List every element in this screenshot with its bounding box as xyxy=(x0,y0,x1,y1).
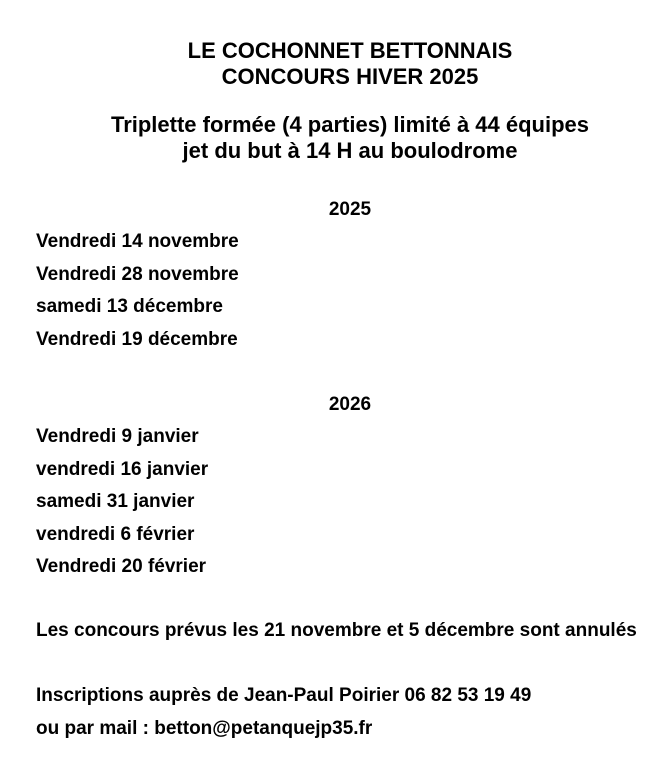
document-title xyxy=(36,0,650,90)
date-line: samedi 31 janvier xyxy=(36,491,195,512)
date-line: Vendredi 19 décembre xyxy=(36,328,238,350)
title-line-2: CONCOURS HIVER 2025 xyxy=(221,64,479,89)
contact-email-line: ou par mail : betton@petanquejp35.fr xyxy=(36,717,373,739)
cancellation-note: Les concours prévus les 21 novembre et 5 décembre sont annulés xyxy=(36,619,637,641)
document-subtitle xyxy=(36,112,650,164)
subtitle-line-2: jet du but à 14 H au boulodrome xyxy=(182,138,518,163)
document-content xyxy=(36,0,650,745)
date-line: vendredi 16 janvier xyxy=(36,458,209,480)
year-heading-2026: 2026 xyxy=(328,394,372,415)
date-line: Vendredi 9 janvier xyxy=(36,426,199,447)
subtitle-line-1: Triplette formée (4 parties) limité à 44 équipes xyxy=(110,112,590,137)
date-line: Vendredi 20 février xyxy=(36,556,207,577)
contact-phone-line: Inscriptions auprès de Jean-Paul Poirier 06 82 53 19 49 xyxy=(36,685,532,706)
schedule-section-2026 xyxy=(36,393,650,584)
date-line: Vendredi 14 novembre xyxy=(36,231,239,252)
date-list-2025 xyxy=(36,226,650,356)
schedule-section-2025 xyxy=(36,198,650,356)
contact-info xyxy=(36,680,650,745)
date-line: vendredi 6 février xyxy=(36,523,195,545)
title-line-1: LE COCHONNET BETTONNAIS xyxy=(187,38,513,63)
date-line: Vendredi 28 novembre xyxy=(36,263,239,285)
date-line: samedi 13 décembre xyxy=(36,296,223,317)
date-list-2026 xyxy=(36,421,650,584)
year-heading-2025: 2025 xyxy=(328,199,372,220)
